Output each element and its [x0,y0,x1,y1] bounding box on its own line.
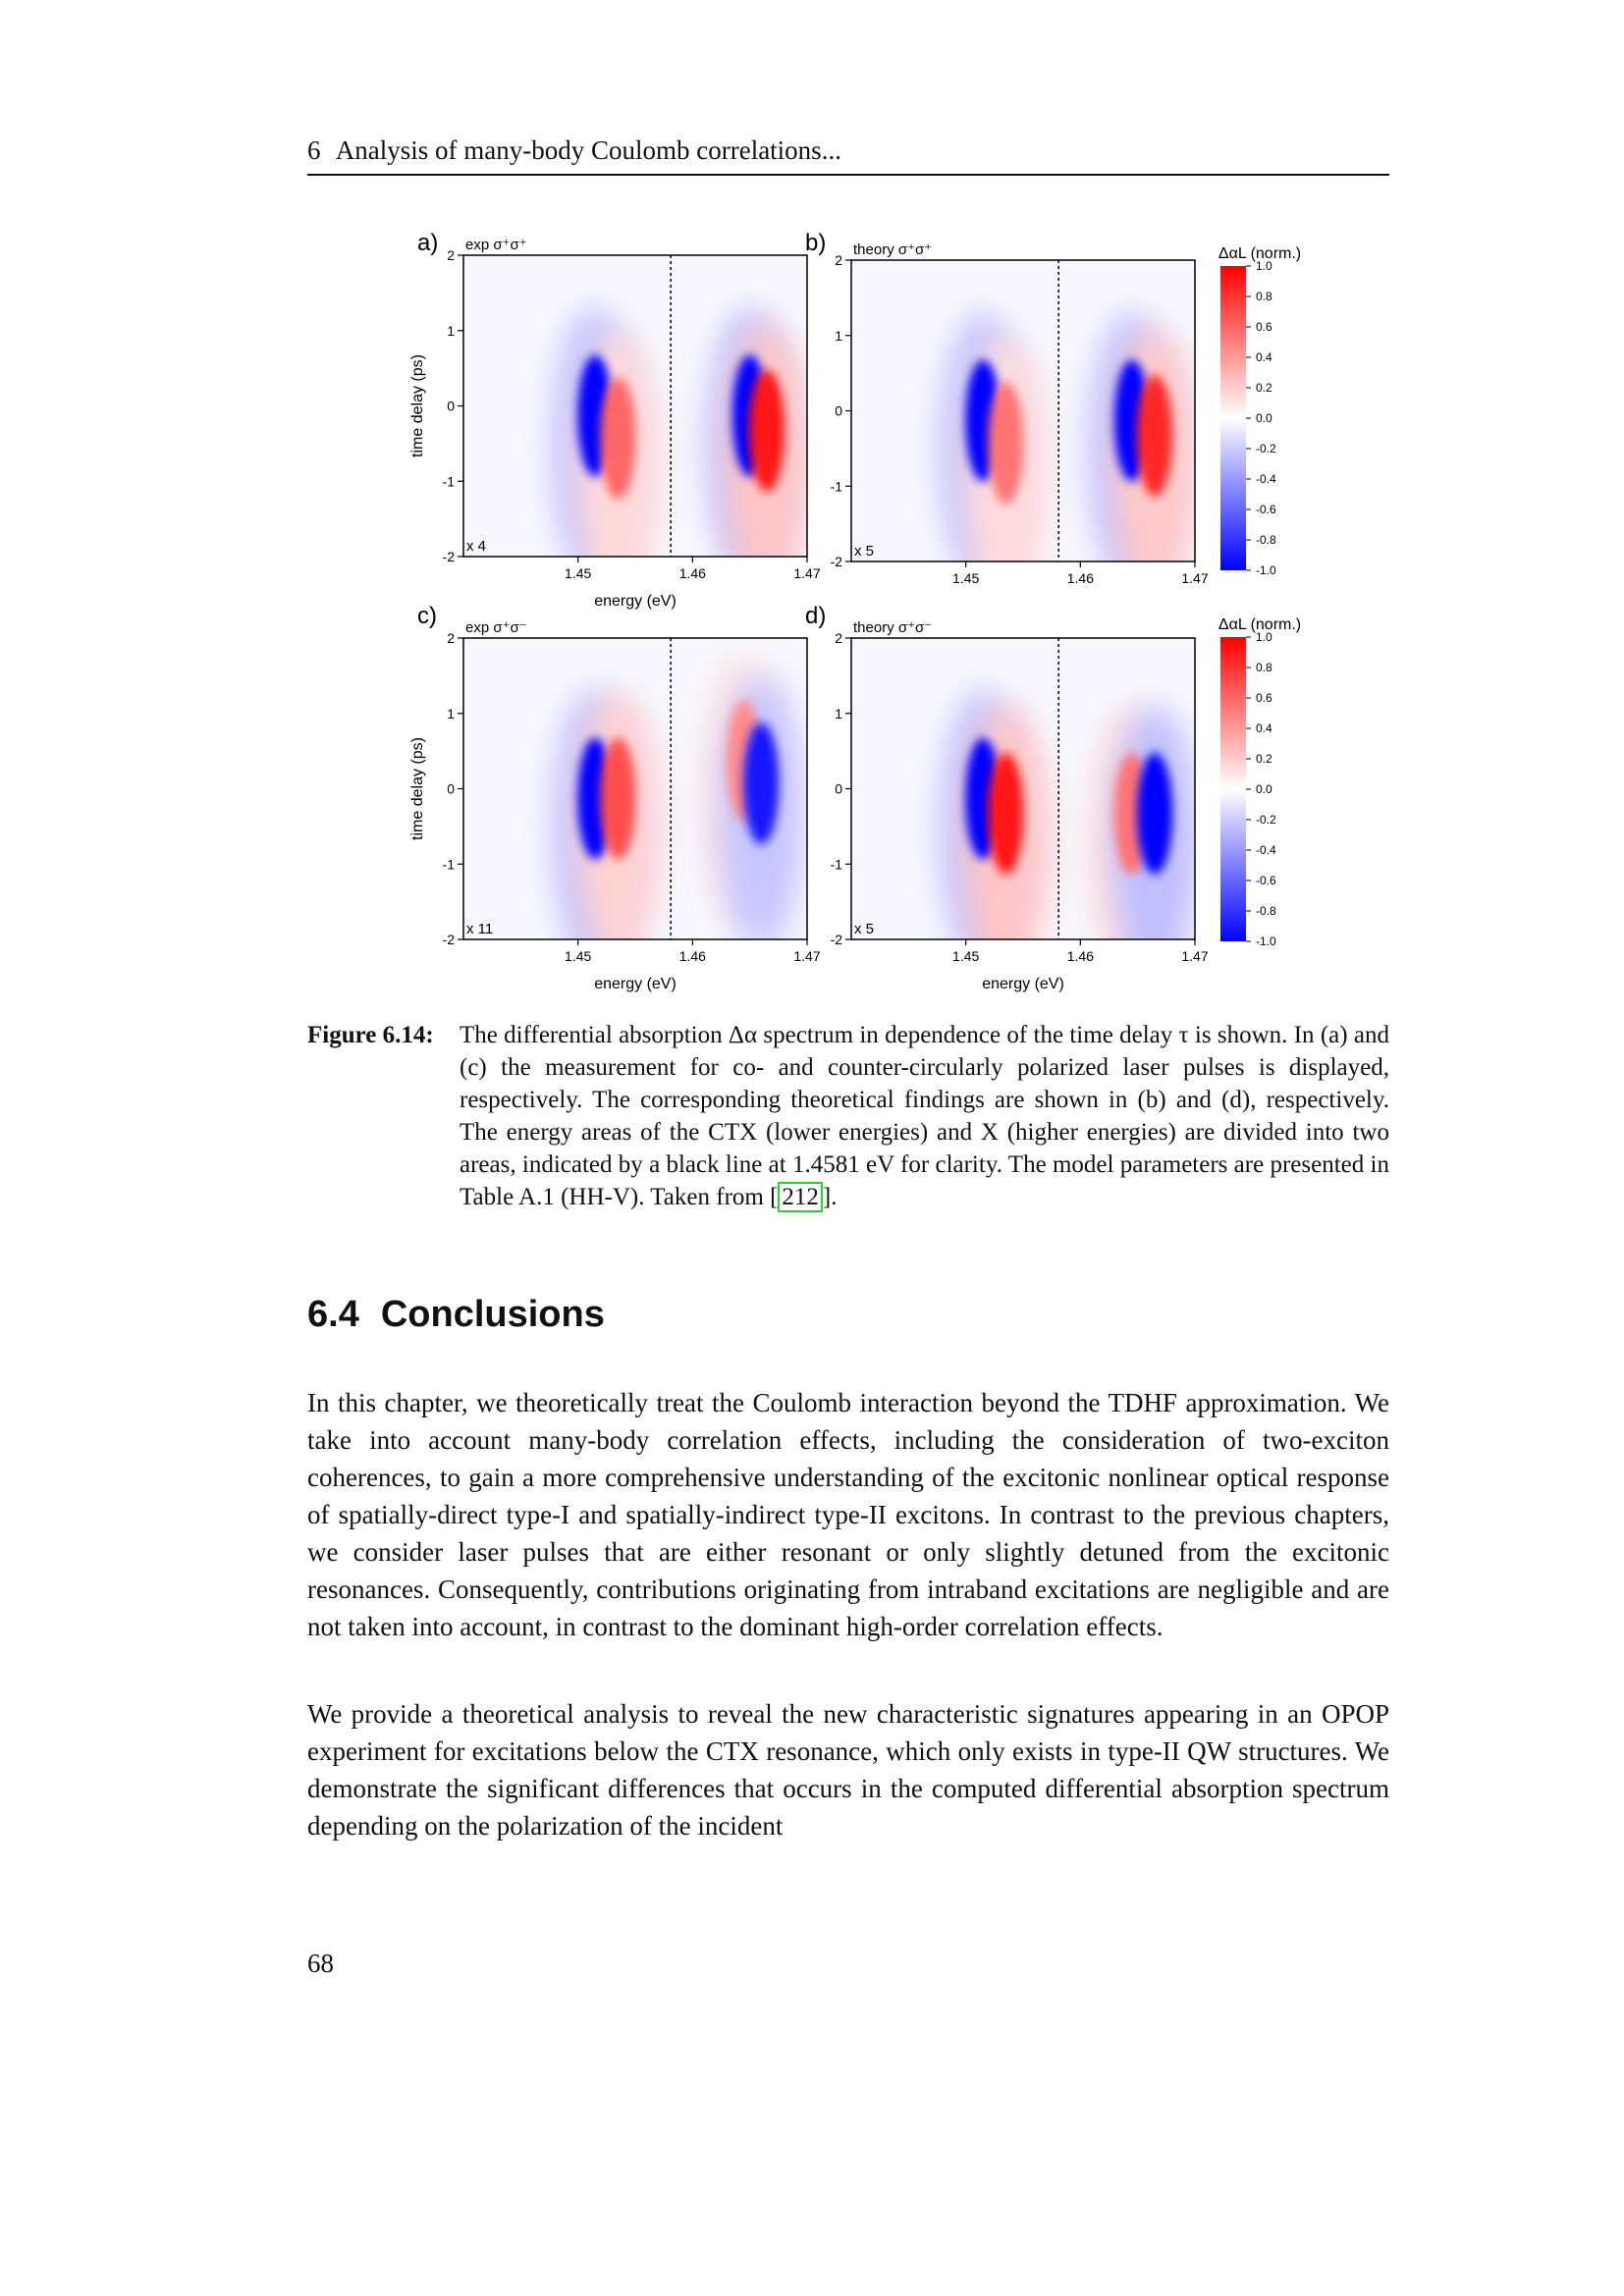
y-tick-label: 2 [835,252,842,268]
y-tick-label: 2 [447,630,455,646]
colorbar-tick-label: -0.4 [1256,472,1276,486]
x-tick-label: 1.45 [565,565,592,581]
x-axis-label: energy (eV) [982,976,1064,992]
y-tick-label: -2 [442,549,455,564]
scale-multiplier: x 4 [466,538,487,555]
panel-label: a) [417,230,439,256]
x-tick-label: 1.47 [793,948,821,964]
y-tick-label: -1 [442,856,455,873]
heatmap-feature [601,738,636,860]
caption-body: The differential absorption Δα spectrum in dependence of the time delay τ is shown. In (a) and (c) the measurement for co- and counter-circularly polarized laser pulses is displayed, respectively. The corresponding theoretical findings are shown in (b) and (d), respectively. The energy areas of the CTX (lower energies) and X (higher energies) are divided into two areas, indicated by a black line at 1.4581 eV for clarity. The model parameters are presented in Table A.1 (HH-V). Taken from [ [460,1022,1389,1210]
section-number: 6.4 [307,1294,359,1335]
y-tick-label: -2 [830,932,842,947]
y-tick-label: -2 [830,554,842,569]
colorbar-tick-label: -0.2 [1256,813,1276,827]
colorbar-tick-label: -0.8 [1256,904,1276,918]
x-axis-label: energy (eV) [594,593,677,610]
caption-end: ]. [822,1184,838,1210]
colorbar-tick-label: 0.6 [1256,691,1272,705]
panel-title: theory σ⁺σ⁺ [853,241,933,258]
x-tick-label: 1.45 [952,570,980,586]
caption-label: Figure 6.14: [307,1022,434,1048]
y-tick-label: -2 [442,932,455,947]
panel-label: c) [417,603,437,629]
x-tick-label: 1.47 [1181,570,1209,586]
colorbar-tick-label: 0.6 [1256,320,1272,334]
y-tick-label: 2 [447,247,455,263]
x-tick-label: 1.47 [793,565,821,581]
chapter-title: Analysis of many-body Coulomb correlations... [335,135,841,165]
figure-caption [307,1019,1389,1213]
y-tick-label: 2 [835,630,842,646]
scale-multiplier: x 5 [854,921,875,937]
caption-text [460,1019,1389,1213]
heatmap-feature [743,722,779,844]
colorbar [1218,616,1301,948]
heatmap-feature [1137,753,1172,875]
colorbar-tick-label: 1.0 [1256,630,1272,644]
panel-d [805,603,1209,992]
heatmap-feature [989,383,1024,505]
scale-multiplier: x 11 [466,921,494,937]
y-tick-label: 1 [447,322,455,339]
paragraph: In this chapter, we theoretically treat the Coulomb interaction beyond the TDHF approximation. We take into account many-body correlation effects, including the consideration of two-exciton coherences, to gain a more comprehensive understanding of the excitonic nonlinear optical response of spatially-direct type-I and spatially-indirect type-II excitons. In contrast to the previous chapters, we consider laser pulses that are either resonant or only slightly detuned from the excitonic resonances. Consequently, contributions originating from intraband excitations are negligible and are not taken into account, in contrast to the dominant high-order correlation effects. [307,1388,1389,1641]
colorbar-tick-label: -0.2 [1256,442,1276,455]
heatmap-feature [601,378,636,500]
panel-a [409,230,821,610]
y-tick-label: -1 [830,856,842,873]
colorbar-tick-label: -0.8 [1256,533,1276,547]
y-tick-label: -1 [830,478,842,495]
panel-b [805,230,1209,611]
x-tick-label: 1.47 [1181,948,1209,964]
chapter-number: 6 [307,135,321,165]
y-tick-label: 0 [447,780,455,797]
x-tick-label: 1.46 [678,565,706,581]
colorbar-tick-label: 0.4 [1256,721,1272,735]
heatmap-feature [989,753,1024,875]
colorbar-gradient [1220,266,1246,570]
figure-6-14 [393,221,1302,992]
colorbar-tick-label: -0.6 [1256,503,1276,516]
scale-multiplier: x 5 [854,543,875,560]
colorbar-tick-label: 1.0 [1256,259,1272,273]
y-tick-label: 0 [835,780,842,797]
y-tick-label: 1 [835,327,842,344]
colorbar-tick-label: 0.2 [1256,752,1272,766]
x-axis-label: energy (eV) [594,976,677,992]
colorbar-tick-label: -1.0 [1256,934,1276,948]
colorbar-tick-label: 0.8 [1256,661,1272,674]
panel-label: b) [805,230,827,256]
x-tick-label: 1.45 [565,948,592,964]
panel-label: d) [805,603,827,629]
colorbar-label: ΔαL (norm.) [1218,245,1302,262]
citation-link[interactable]: 212 [778,1182,823,1212]
colorbar-tick-label: -1.0 [1256,563,1276,577]
colorbar-gradient [1220,637,1246,941]
heatmap-feature [749,370,785,492]
section-heading [307,1294,605,1336]
panel-title: exp σ⁺σ⁻ [465,619,527,636]
x-tick-label: 1.46 [1066,570,1094,586]
panel-title: exp σ⁺σ⁺ [465,237,527,253]
x-tick-label: 1.46 [1066,948,1094,964]
panel-title: theory σ⁺σ⁻ [853,619,933,636]
y-tick-label: 1 [835,705,842,721]
colorbar-tick-label: 0.0 [1256,411,1272,425]
page-number: 68 [307,1949,334,1978]
y-tick-label: -1 [442,473,455,490]
colorbar-tick-label: -0.4 [1256,843,1276,857]
heatmap-feature [1137,375,1172,497]
paragraph: We provide a theoretical analysis to reveal the new characteristic signatures appearing in an OPOP experiment for excitations below the CTX resonance, which only exists in type-II QW structures. We demonstrate the significant differences that occurs in the computed differential absorption spectrum depending on the polarization of the incident [307,1699,1389,1841]
running-head [307,135,1389,176]
panel-c [409,603,821,992]
x-tick-label: 1.45 [952,948,980,964]
colorbar-tick-label: 0.2 [1256,381,1272,395]
colorbar-label: ΔαL (norm.) [1218,616,1302,633]
section-title: Conclusions [380,1294,605,1335]
y-axis-label: time delay (ps) [409,737,426,840]
y-tick-label: 1 [447,705,455,721]
y-tick-label: 0 [835,402,842,419]
colorbar-tick-label: -0.6 [1256,874,1276,887]
y-axis-label: time delay (ps) [409,354,426,457]
y-tick-label: 0 [447,398,455,414]
colorbar-tick-label: 0.0 [1256,782,1272,796]
colorbar-tick-label: 0.8 [1256,290,1272,303]
x-tick-label: 1.46 [678,948,706,964]
colorbar-tick-label: 0.4 [1256,350,1272,364]
colorbar [1218,245,1301,577]
